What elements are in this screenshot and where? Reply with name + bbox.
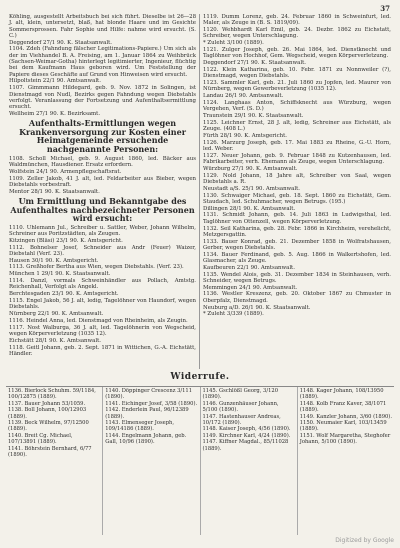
- list-entry: 1120. Wehbhardt Karl Emil, geb. 24. Dezbr. 1862 zu Eichstatt, Schreiber, wegen Unterschlagung.: [203, 27, 391, 40]
- list-entry: Neuburg a/D. 26/1 90. K. Staatsanwalt.: [203, 304, 311, 311]
- list-entry: Kitzingen (Bläsi) 23/1 90. K. Amtsgericht.: [9, 237, 123, 244]
- widerrufe-grid: [6, 386, 394, 535]
- widerruf-entry: 1140. Breit Cg. Michael, 107/13891 (1889).: [8, 432, 73, 446]
- list-entry: Landau 26/1 90. Amtsanwalt.: [203, 93, 284, 100]
- two-column-body: [6, 14, 394, 369]
- widerrufe-heading: Widerrufe.: [170, 372, 230, 382]
- widerrufe-column: [102, 387, 199, 535]
- list-entry: 1136. Westler Kreszenz, geb. 20. Oktober 1867 zu Chmuster in Oberpfalz, Dienstmagd.: [203, 291, 391, 304]
- list-entry: Eichstätt 28/1 90. K. Amtsanwalt.: [9, 337, 101, 344]
- list-entry: 1109. Zeller Jakob, 41 J. alt, led. Feldarbeiter aus Bieber, wegen Diebstahls vorbestraft.: [9, 175, 196, 188]
- list-entry: 1132. Seil Katharina, geb. 28. Febr. 1866 in Kirchheim, verehelicht, Metzgersgattin.: [203, 225, 391, 238]
- list-entry: 1107. Gimmmann Hildegard, geb. 9. Nov. 1872 in Solingen, ist Dienstmagd von Nudl, Bezirks gegen Fahndung wegen Diebstahls verfolgt. Veranlassung der Fortsetzung und Aufenthaltsermittlung ersucht.: [9, 85, 196, 111]
- list-entry: 1122. Klein Katharina, geb. 10. Febr. 1871 zu Nonnweiler (?), Dienstmagd, wegen Diebstahls.: [203, 66, 391, 80]
- list-entry: 1131. Schmidt Johann, geb. 14. Juli 1863 in Ludwigsthal, led. Taglöhner von Ottenzell, wegen Körperverletzung.: [203, 212, 391, 225]
- widerrufe-column: [200, 387, 297, 535]
- list-entry: Hilpoltstein 22/1 90. Amtsanwalt.: [9, 78, 101, 85]
- left-column: [6, 14, 200, 369]
- list-entry: 1112. Bohnelser Josef, Schneider aus Andr (Feuer) Waizer, Diebstahl (Verf. 23).: [9, 244, 196, 257]
- list-entry: 1130. Schwaiger Michael, geb. 18. Sept. 1860 zu Eichstätt, Gem. Staudach, led. Schuhmacher, wegen Betrugs. (195.): [203, 192, 391, 205]
- widerruf-entry: 1148. Kager Johann, 108/13950 (1889).: [299, 388, 384, 401]
- list-entry: 1135. Wendel Alois, geb. 31. Dezember 1834 in Steinhausen, verh. Schneider, wegen Betrugs.: [203, 271, 391, 284]
- list-entry: Berchtesgaden 23/1 90. K. Amtsgericht.: [9, 291, 119, 298]
- list-entry: Deggendorf 27/1 90. K. Staatsanwalt.: [9, 39, 112, 46]
- list-entry: 1117. Nost Walburga, 36 J. alt, led. Tagelöhnerin von Wegscheid, wegen Körperverletzung (1035 12).: [9, 324, 196, 337]
- list-entry: 1133. Bauer Konrad, geb. 21. Dezember 1858 in Wolfratshausen, Gerber, wegen Diebstahls.: [203, 238, 391, 251]
- widerruf-entry: 1143. Elmenseger Joseph, 109/14186 (1889).: [105, 420, 175, 433]
- widerruf-entry: 1148. Kolb Franz Kaver, 38/1071 (1889).: [299, 400, 387, 414]
- list-entry: Würzburg 27/1 90. K. Amtsanwalt.: [203, 165, 298, 172]
- widerruf-entry: 1147. Hastenhauser Andreas, 10/172 (1890).: [202, 413, 281, 427]
- widerruf-entry: 1142. Enderlein Paul, 96/12389 (1889).: [105, 407, 189, 420]
- list-entry: München 1 29/1 90. K. Staatsanwalt.: [9, 271, 111, 278]
- list-entry: Deggendorf 27/1 90. K. Staatsanwalt.: [203, 60, 306, 67]
- widerruf-entry: 1136. Bierlock Schuhm. 59/1184, 100/12875 (1889).: [8, 388, 96, 401]
- list-entry: Fürth 28/1 90. K. Amtsgericht.: [203, 132, 287, 139]
- widerruf-entry: 1144. Engelmann Johann, geb. Gall, 10/96 (1890).: [105, 432, 187, 446]
- list-entry: Mentor 28/1 90. K. Staatsanwalt.: [9, 188, 100, 195]
- list-entry: 1126. Marzurg Joseph, geb. 17. Mai 1883 zu Rheine, G.-U. Horn, led. Weber.: [203, 139, 391, 152]
- widerruf-entry: 1147. Kiffner Magdal., 85/11028 (1889).: [202, 439, 289, 452]
- widerruf-entry: 1150. Neumaier Karl, 103/13459 (1889).: [299, 420, 387, 433]
- list-entry: Traunstein 29/1 90. K. Staatsanwalt.: [203, 112, 304, 119]
- widerruf-entry: 1148. Kaiser Joseph, 4/56 (1890).: [202, 426, 291, 433]
- list-entry: 1110. Uhlemann Jul., Schreiber u. Sattler, Weber, Johann Wilhelm, Schreiner aus Poritzstädten, als Zeugen.: [9, 224, 196, 237]
- page-number: 37: [380, 4, 390, 13]
- list-entry: 1114. Danzl, vormals Schweinhändler aus Pollach, Amtstg. Reichenhall, Verfolgt als Angekl.: [9, 278, 196, 291]
- list-entry: Neustadt a/S. 25/1 90. Amtsanwalt.: [203, 185, 300, 192]
- widerruf-entry: 1141. Böhrstein Bernhard, 6/77 (1890).: [8, 445, 92, 459]
- list-entry: * Zuleht 3/100 (1889).: [203, 40, 264, 47]
- widerruf-entry: 1141. Eichinger Josef, 3/58 (1890).: [105, 400, 198, 407]
- list-entry: 1127. Neuer Johann, geb. 9. Februar 1848 zu Kutzenhausen, led. Fabrikarbeiter, verh. Ehemann als Zeuge, wegen Unterschlagung.: [203, 152, 391, 166]
- right-column: [200, 14, 394, 369]
- widerruf-entry: 1146. Gunzenhäuser Johann, 5/100 (1890).: [202, 400, 279, 414]
- list-entry: Memmingen 24/1 90. Amtsanwalt.: [203, 284, 298, 291]
- list-entry: 1134. Bauer Ferdinand, geb. 5. Aug. 1866 in Walkertshofen, led. Glasmacher, als Zeuge.: [203, 251, 391, 264]
- list-entry: 1125. Leichner Ernst, 28 J. alt, ledig, Schreiner aus Eichstätt, als Zeuge. (408 L.): [203, 119, 391, 133]
- widerruf-entry: 1140. Döppinger Crescenz 3/111 (1890).: [105, 388, 193, 401]
- list-entry: 1123. Sammler Karl, geb. 21. Juli 1860 zu Jopfen, led. Maurer von Nürnberg, wegen Gewerbeverletzung (1035 12).: [203, 79, 391, 93]
- widerrufe-column: [297, 387, 394, 535]
- list-entry: Nürnberg 22/1 90. K. Amtsanwalt.: [9, 311, 104, 318]
- list-entry: 1129. Nold Johann, 18 Jahre alt, Schreiber von Saal, wegen Diebstahls a. R.: [203, 172, 391, 185]
- list-entry: 1119. Dumm Lorenz, geb. 24. Februar 1860 in Schweinfurt, led. Maler, als Zeuge in (B. S. 1819/09).: [203, 14, 391, 27]
- widerruf-entry: 1137. Bauer Johann 53/1059.: [8, 400, 86, 407]
- section-heading: Um Ermittlung und Bekanntgabe des Aufenthaltes nachbezeichneter Personen wird ersucht:: [10, 195, 195, 224]
- list-entry: 1121. Zulger Joseph, geb. 26. Mai 1864, led. Dienstknecht und Taglöhner von Hochhof, Gem. Wegscheid, wegen Körperverletzung.: [203, 46, 391, 60]
- list-entry: 1113. Greßhofer Bertha aus Wien, wegen Diebstahls. (Verf. 23).: [9, 264, 184, 271]
- widerruf-entry: 1138. Boll Johann, 100/12903 (1889).: [8, 407, 87, 420]
- list-entry: Wolfstein 24/1 90. Armenpflegschaftsrat.: [9, 168, 122, 175]
- list-entry: Köhling, ausgestellt Arbeitsbuch bei sich führt. Dieselbe ist 26—28 J. alt, klein, untersetzt, blaß, hat blonde Haare und im Gesichte Sommersprossen. Fahr Sophie und Hilfe: nahme wird ersucht. (S. C.): [9, 14, 196, 39]
- widerruf-entry: 1149. Kirchner Karl, 4/24 (1890).: [202, 432, 291, 439]
- widerruf-entry: 1139. Beck Wilhelm, 97/12500 (1889).: [8, 420, 89, 433]
- list-entry: Kaufbeuren 22/1 90. Amtsanwalt.: [203, 264, 295, 271]
- widerruf-entry: 1149. Kanzler Johann, 3/60 (1890).: [299, 413, 392, 420]
- widerrufe-column: [6, 387, 102, 535]
- widerruf-entry: 1151. Wolf Margaretha, Steghofer Johann, 5/100 (1890).: [299, 432, 391, 446]
- widerruf-entry: 1145. Gschlößl Georg, 3/120 (1890).: [202, 388, 278, 401]
- list-entry: 1116. Heindel Anna, led. Dienstmagd von Rheinheim, als Zeugin.: [9, 317, 188, 324]
- document-page: [6, 4, 394, 544]
- list-entry: Wellheim 27/1 90. K. Bezirksamt.: [9, 110, 101, 117]
- list-entry: 1104. Zdeh (Fahndung fälscher Legitimations-Papiere.) Um sich als der im Viehhandel B. A. Freising, am 1. Januar 1864 zu Weihbrück (Sachsen-Weimar-Gotha) hinterlegt legitimierter, Ingenieur, flüchtig bei dem Kaufmann Haus geboren wird. Um Feststellung der Papiere dieses Geschäfte auf Grund von Hinweisen wird ersucht.: [9, 46, 196, 78]
- list-entry: 1108. Scholl Michael, geb. 9. August 1860, led. Bäcker aus Waldmünchen, Hausdiener. Ersatz erfordern.: [9, 155, 196, 168]
- digitized-watermark: Digitized by Google: [335, 537, 394, 544]
- list-entry: 1115. Engel Jakob, 56 J. alt, ledig, Tagelöhner von Haundorf, wegen Diebstahls.: [9, 297, 196, 311]
- list-entry: * Zuleht 3/339 (1889).: [203, 311, 264, 318]
- list-entry: Hausen 30/1 90. K. Amtsgericht.: [9, 257, 99, 264]
- list-entry: Dillingen 28/1 90. K. Amtsanwalt.: [203, 205, 296, 212]
- list-entry: 1118. Geitl Johann, geb. 2. Sept. 1871 in Wittichen, G.-A. Eichstätt, Händler.: [9, 344, 196, 357]
- section-heading: Aufenthalts-Ermittlungen wegen Krankenversorgung zur Kosten einer Heimatgemeinde ersuchende nachgenannte Personen:: [19, 118, 186, 155]
- list-entry: 1124. Langhaas Anton, Schiffsknecht aus Würzburg, wegen Vergehen, Verf. (S. D.): [203, 99, 391, 113]
